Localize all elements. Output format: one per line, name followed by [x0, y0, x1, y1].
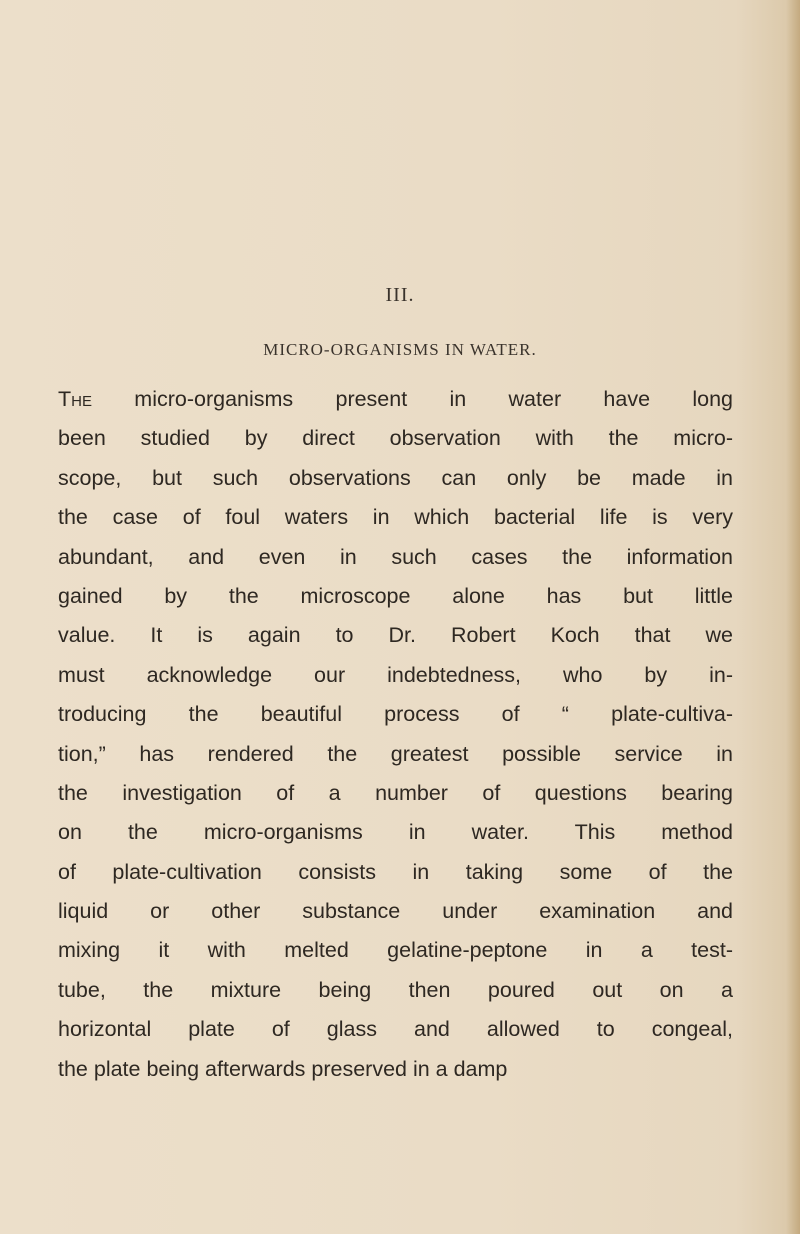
text-line: tube, the mixture being then poured out on a — [58, 977, 733, 1002]
text-line: horizontal plate of glass and allowed to congeal, — [58, 1017, 733, 1042]
text-line: the investigation of a number of questions bearing — [58, 780, 733, 805]
text-line: troducing the beautiful process of “ plate-cultiva- — [58, 702, 733, 727]
text-line: of plate-cultivation consists in taking some of the — [58, 859, 733, 884]
text-line: liquid or other substance under examination and — [58, 899, 733, 924]
text-line: abundant, and even in such cases the information — [58, 544, 733, 569]
drop-word: The — [58, 387, 92, 411]
text-line-content: micro-organisms present in water have long — [91, 387, 733, 411]
body-paragraph — [58, 380, 733, 1089]
text-line: scope, but such observations can only be made in — [58, 465, 733, 490]
text-line: must acknowledge our indebtedness, who by in- — [58, 662, 733, 687]
chapter-number: III. — [385, 284, 415, 306]
text-line: gained by the microscope alone has but little — [58, 583, 733, 608]
text-line: value. It is again to Dr. Robert Koch that we — [58, 623, 733, 648]
text-line: the plate being afterwards preserved in a damp — [58, 1056, 508, 1081]
text-line — [58, 380, 733, 419]
text-line: mixing it with melted gelatine-peptone in a test- — [58, 938, 733, 963]
text-line: tion,” has rendered the greatest possible service in — [58, 741, 733, 766]
chapter-title: MICRO-ORGANISMS IN WATER. — [263, 340, 537, 359]
text-line: the case of foul waters in which bacterial life is very — [58, 505, 733, 530]
text-line: been studied by direct observation with the micro- — [58, 426, 733, 451]
page-edge-shadow — [786, 0, 800, 1234]
text-line: on the micro-organisms in water. This method — [58, 820, 733, 845]
